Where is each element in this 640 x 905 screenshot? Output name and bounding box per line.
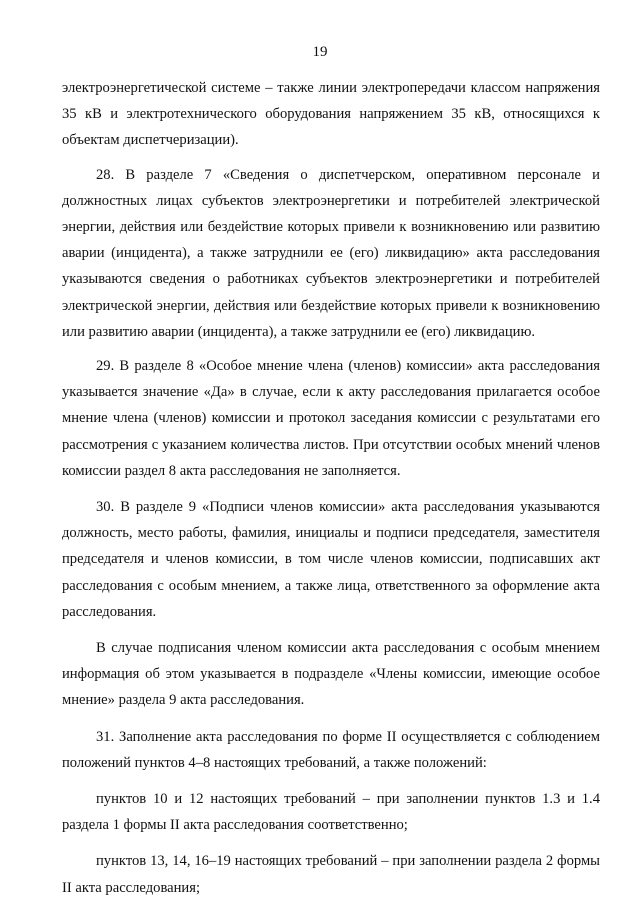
paragraph-30: 30. В разделе 9 «Подписи членов комиссии» акта расследования указываются должность, место работы, фамилия, инициалы и подписи председателя, заместителя председателя и членов комиссии, в том числе членов комиссии, подписавших акт расследования с особым мнением, а также лица, ответственного за оформление акта расследования. bbox=[62, 499, 600, 620]
list-item-points-13-19: пунктов 13, 14, 16–19 настоящих требований – при заполнении раздела 2 формы II акта расследования; bbox=[62, 853, 600, 896]
page-number: 19 bbox=[312, 44, 328, 60]
list-item-points-10-12: пунктов 10 и 12 настоящих требований – при заполнении пунктов 1.3 и 1.4 раздела 1 формы II акта расследования соответственно; bbox=[62, 791, 600, 834]
document-body bbox=[62, 75, 600, 901]
paragraph-29: 29. В разделе 8 «Особое мнение члена (членов) комиссии» акта расследования указывается значение «Да» в случае, если к акту расследования прилагается особое мнение члена (членов) комиссии и протокол заседания комиссии с результатами его рассмотрения с указанием количества листов. При отсутствии особых мнений членов комиссии раздел 8 акта расследования не заполняется. bbox=[62, 358, 600, 479]
paragraph-28: 28. В разделе 7 «Сведения о диспетчерском, оперативном персонале и должностных лицах субъектов электроэнергетики и потребителей электрической энергии, действия или бездействие которых привели к возникновению или развитию аварии (инцидента), а также затруднили ее (его) ликвидацию» акта расследования указываются сведения о работниках субъектов электроэнергетики и потребителей электрической энергии, действия или бездействие которых привели к возникновению или развитию аварии (инцидента), а также затруднили ее (его) ликвидацию. bbox=[62, 166, 600, 340]
paragraph-31: 31. Заполнение акта расследования по форме II осуществляется с соблюдением положений пунктов 4–8 настоящих требований, а также положений: bbox=[62, 728, 600, 771]
paragraph-continuation: электроэнергетической системе – также линии электропередачи классом напряжения 35 кВ и электротехнического оборудования напряжением 35 кВ, относящихся к объектам диспетчеризации). bbox=[62, 80, 600, 149]
paragraph-special-opinion: В случае подписания членом комиссии акта расследования с особым мнением информация об этом указывается в подразделе «Члены комиссии, имеющие особое мнение» раздела 9 акта расследования. bbox=[62, 640, 600, 709]
